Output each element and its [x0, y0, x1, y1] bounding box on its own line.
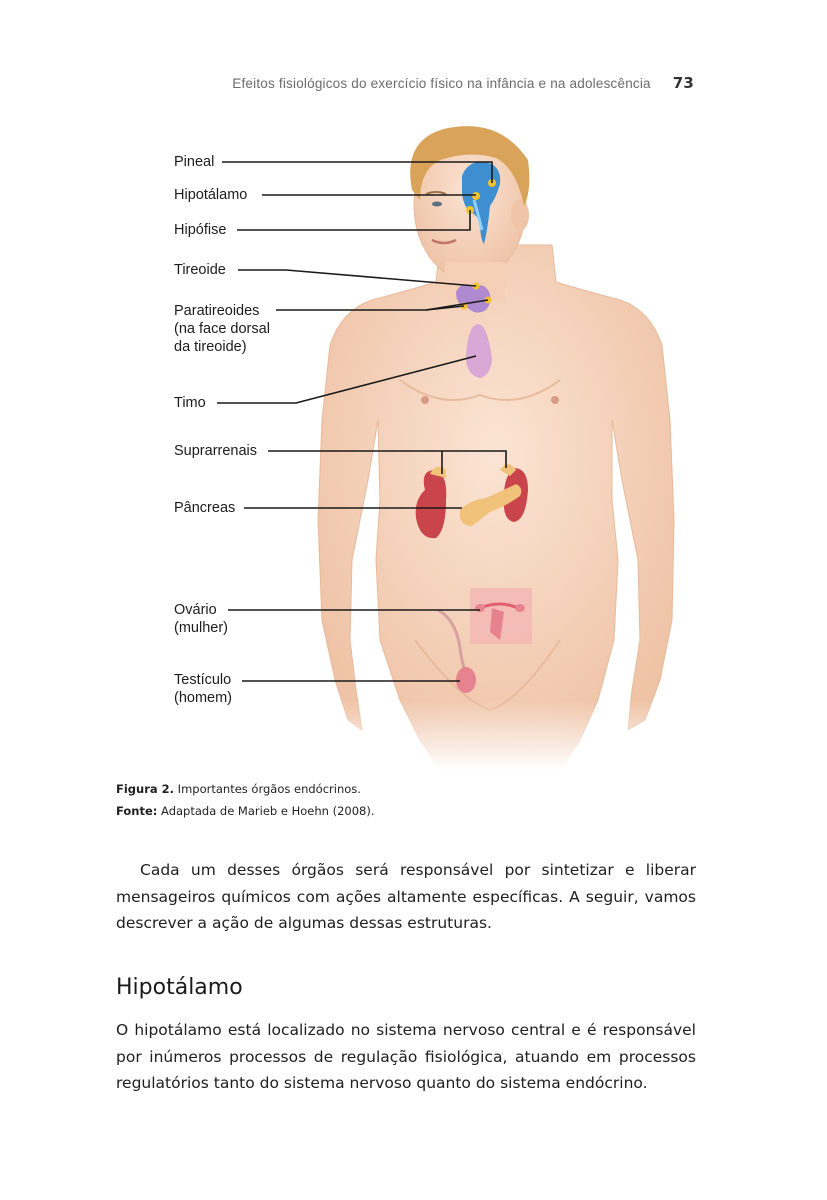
- label-pineal: Pineal: [174, 154, 215, 170]
- page-number: 73: [672, 74, 694, 92]
- body-paragraph-2: O hipotálamo está localizado no sistema nervoso central e é responsável por inúmeros processos de regulação fisiológica, atuando em processos regulatórios tanto do sistema nervoso quanto do sistema endócrino.: [116, 1021, 696, 1092]
- label-hipotalamo: Hipotálamo: [174, 187, 248, 203]
- ovary-inset: [470, 588, 532, 644]
- label-ovario-line2: (mulher): [174, 620, 228, 636]
- label-hipofise: Hipófise: [174, 222, 227, 238]
- figure-label: Figura 2.: [116, 782, 175, 796]
- figure-caption: [116, 782, 696, 796]
- label-timo: Timo: [174, 395, 206, 411]
- label-testiculo: [174, 671, 232, 707]
- body-silhouette: [300, 126, 700, 770]
- label-ovario-line1: Ovário: [174, 602, 217, 618]
- body-paragraph-1: Cada um desses órgãos será responsável por sintetizar e liberar mensageiros químicos com ações altamente específicas. A seguir, vamos descrever a ação de algumas dessas estruturas.: [116, 861, 696, 932]
- label-pancreas: Pâncreas: [174, 500, 236, 516]
- label-suprarrenais: Suprarrenais: [174, 443, 258, 459]
- figure-source: [116, 804, 696, 818]
- hypothalamus-dot: [472, 192, 480, 200]
- figure-caption-text: Importantes órgãos endócrinos.: [174, 782, 361, 796]
- label-testiculo-line2: (homem): [174, 690, 233, 706]
- source-label: Fonte:: [116, 804, 158, 818]
- label-paratireoides-line1: Paratireoides: [174, 303, 260, 319]
- label-testiculo-line1: Testículo: [174, 672, 232, 688]
- label-paratireoides-line3: da tireoide): [174, 339, 247, 355]
- running-title: Efeitos fisiológicos do exercício físico na infância e na adolescência: [232, 76, 651, 91]
- section-heading-hipotalamo: Hipotálamo: [116, 975, 243, 1000]
- source-text: Adaptada de Marieb e Hoehn (2008).: [157, 804, 375, 818]
- label-tireoide: Tireoide: [174, 262, 226, 278]
- label-paratireoides-line2: (na face dorsal: [174, 321, 270, 337]
- label-paratireoides: [174, 302, 270, 356]
- label-ovario: [174, 601, 228, 637]
